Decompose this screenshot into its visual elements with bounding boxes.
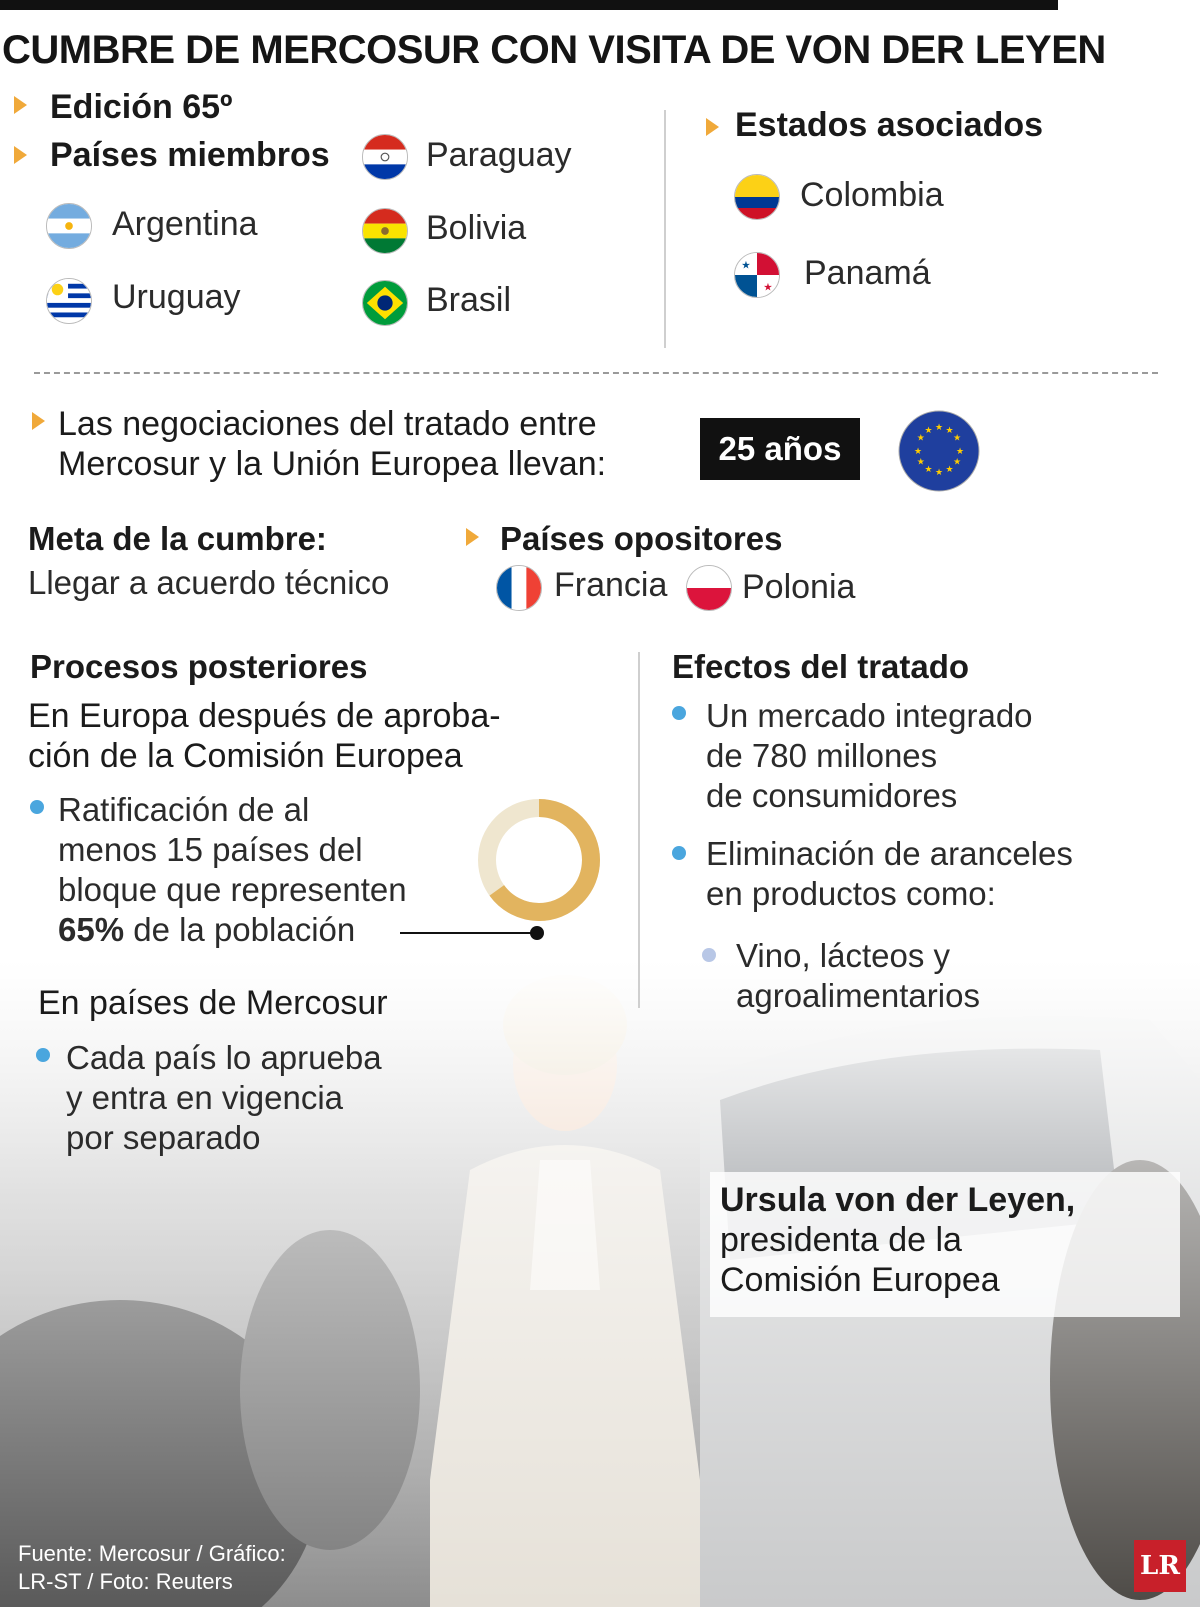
ratification-line xyxy=(58,910,407,950)
country-name: Paraguay xyxy=(426,136,572,174)
bullet-triangle-icon xyxy=(14,96,27,114)
svg-text:★: ★ xyxy=(916,457,925,468)
ratification-line: Ratificación de al xyxy=(58,791,310,828)
processes-title: Procesos posteriores xyxy=(30,648,368,685)
paraguay-flag-icon xyxy=(362,134,408,180)
goal-text: Llegar a acuerdo técnico xyxy=(28,564,390,601)
population-donut-chart xyxy=(476,797,602,923)
country-name: Colombia xyxy=(800,176,944,214)
uruguay-flag-icon xyxy=(46,278,92,324)
colombia-flag-icon xyxy=(734,174,780,220)
europe-subtitle-line: En Europa después de aproba- xyxy=(28,697,501,735)
panama-flag-icon xyxy=(734,252,780,298)
top-rule xyxy=(0,0,1058,10)
leader-dot xyxy=(530,926,544,940)
photo-caption xyxy=(720,1180,1075,1300)
bullet-triangle-icon xyxy=(14,146,27,164)
france-flag-icon xyxy=(496,565,542,611)
mercosur-text xyxy=(66,1038,382,1158)
svg-text:★: ★ xyxy=(924,425,933,436)
country-name: Bolivia xyxy=(426,209,527,247)
caption-role: Comisión Europea xyxy=(720,1261,1000,1299)
svg-text:★: ★ xyxy=(763,281,773,294)
country-name: Panamá xyxy=(804,254,931,292)
svg-text:★: ★ xyxy=(945,465,954,476)
bullet-triangle-icon xyxy=(706,118,719,136)
country-name: Uruguay xyxy=(112,278,241,316)
effect-line: Eliminación de aranceles xyxy=(706,835,1073,872)
bolivia-flag-icon xyxy=(362,208,408,254)
svg-text:★: ★ xyxy=(953,457,962,468)
dashed-separator xyxy=(34,372,1158,374)
svg-text:★: ★ xyxy=(945,425,954,436)
brasil-flag-icon xyxy=(362,280,408,326)
svg-text:★: ★ xyxy=(741,259,751,272)
effect-line: en productos como: xyxy=(706,875,996,912)
svg-text:★: ★ xyxy=(913,447,923,457)
bullet-dot-icon xyxy=(702,948,716,962)
caption-role: presidenta de la xyxy=(720,1221,962,1259)
negotiations-line: Las negociaciones del tratado entre xyxy=(58,405,597,443)
svg-text:★: ★ xyxy=(953,433,962,444)
bullet-dot-icon xyxy=(30,800,44,814)
bullet-dot-icon xyxy=(672,846,686,860)
ratification-line: bloque que representen xyxy=(58,871,407,908)
country-name: Polonia xyxy=(742,568,856,606)
argentina-flag-icon xyxy=(46,203,92,249)
ratification-text xyxy=(58,790,407,950)
poland-flag-icon xyxy=(686,565,732,611)
effect-line: Vino, lácteos y xyxy=(736,937,951,974)
mercosur-subtitle: En países de Mercosur xyxy=(38,984,388,1022)
source-line: Fuente: Mercosur / Gráfico: xyxy=(18,1541,286,1566)
country-name: Argentina xyxy=(112,205,258,243)
bullet-triangle-icon xyxy=(32,412,45,430)
effect-tariffs-text xyxy=(706,834,1073,914)
eu-flag-icon xyxy=(898,410,980,492)
effect-products-text xyxy=(736,936,980,1016)
europe-subtitle xyxy=(28,696,501,776)
source-line: LR-ST / Foto: Reuters xyxy=(18,1569,233,1594)
caption-name: Ursula von der Leyen, xyxy=(720,1181,1076,1219)
ratification-rest: de la población xyxy=(124,911,356,948)
ratification-line: menos 15 países del xyxy=(58,831,363,868)
associated-label: Estados asociados xyxy=(735,106,1044,144)
years-badge: 25 años xyxy=(700,418,860,480)
svg-text:★: ★ xyxy=(955,447,965,457)
leader-line xyxy=(400,932,536,934)
effect-market-text xyxy=(706,696,1033,816)
members-label: Países miembros xyxy=(50,136,330,174)
source-credit xyxy=(18,1540,286,1596)
effect-line: de 780 millones xyxy=(706,737,938,774)
negotiations-text xyxy=(58,404,606,484)
svg-text:★: ★ xyxy=(916,433,925,444)
europe-subtitle-line: ción de la Comisión Europea xyxy=(28,737,463,775)
svg-text:★: ★ xyxy=(934,423,944,433)
goal-title: Meta de la cumbre: xyxy=(28,520,327,557)
edition-label: Edición 65º xyxy=(50,88,233,126)
effect-line: Un mercado integrado xyxy=(706,697,1033,734)
effects-title: Efectos del tratado xyxy=(672,648,970,685)
country-name: Francia xyxy=(554,566,668,604)
effect-line: agroalimentarios xyxy=(736,977,980,1014)
page-title: CUMBRE DE MERCOSUR CON VISITA DE VON DER LEYEN xyxy=(2,28,1106,72)
section-divider xyxy=(638,652,640,1008)
bullet-dot-icon xyxy=(36,1048,50,1062)
bullet-triangle-icon xyxy=(466,528,479,546)
section-divider xyxy=(664,110,666,348)
effect-line: de consumidores xyxy=(706,777,958,814)
svg-text:★: ★ xyxy=(924,465,933,476)
negotiations-line: Mercosur y la Unión Europea llevan: xyxy=(58,445,607,483)
svg-text:★: ★ xyxy=(934,468,944,478)
lr-logo: LR xyxy=(1134,1540,1186,1592)
mercosur-line: Cada país lo aprueba xyxy=(66,1039,382,1076)
percent-highlight: 65% xyxy=(58,911,125,948)
mercosur-line: por separado xyxy=(66,1119,261,1156)
bullet-dot-icon xyxy=(672,706,686,720)
mercosur-line: y entra en vigencia xyxy=(66,1079,344,1116)
country-name: Brasil xyxy=(426,281,512,319)
opponents-title: Países opositores xyxy=(500,520,783,557)
